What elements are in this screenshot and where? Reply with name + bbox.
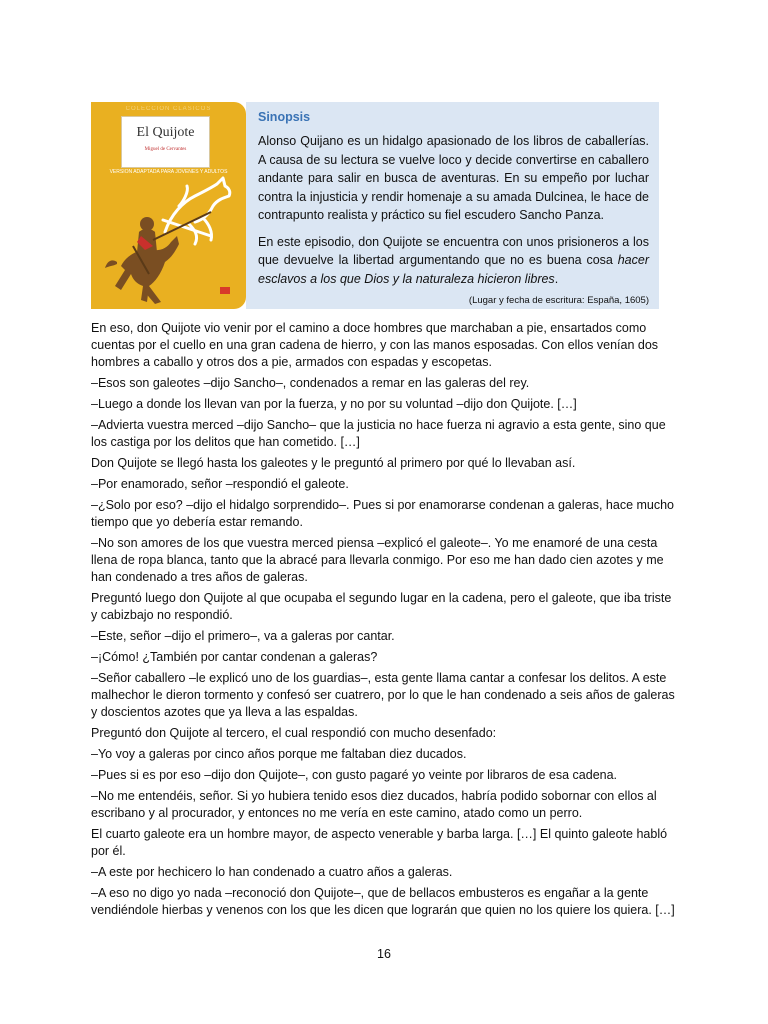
publisher-logo — [220, 287, 230, 294]
paragraph: –¡Cómo! ¿También por cantar condenan a galeras? — [91, 650, 378, 664]
paragraph: –Esos son galeotes –dijo Sancho–, condenados a remar en las galeras del rey. — [91, 376, 530, 390]
paragraph: –Este, señor –dijo el primero–, va a galeras por cantar. — [91, 629, 395, 643]
cover-author: Miguel de Cervantes — [144, 147, 187, 152]
paragraph: –Señor caballero –le explicó uno de los guardias–, esta gente llama cantar a confesar los delitos. A este malhechor le dieron tormento y confesó ser cuatrero, por lo que le han condenado a seis años de galeras y doscientos azotes que ya lleva a las espaldas. — [91, 671, 675, 719]
paragraph: –Advierta vuestra merced –dijo Sancho– que la justicia no hace fuerza ni agravio a esta gente, sino que los castiga por los delitos que han cometido. […] — [91, 418, 666, 449]
paragraph: Preguntó luego don Quijote al que ocupaba el segundo lugar en la cadena, pero el galeote, que iba triste y cabizbajo no respondió. — [91, 591, 672, 622]
paragraph: –No son amores de los que vuestra merced piensa –explicó el galeote–. Yo me enamoré de una cesta llena de ropa blanca, tanto que la abracé para llevarla conmigo. Por eso me han dado cien azotes y me han condenado a tres años de galeras. — [91, 536, 664, 584]
synopsis-header — [91, 102, 659, 309]
paragraph: En eso, don Quijote vio venir por el camino a doce hombres que marchaban a pie, ensartados como cuentas por el cuello en una gran cadena de hierro, y con las manos esposadas. Con ellos venían dos hombres a caballo y otros dos a pie, armados con espadas y escopetas. — [91, 321, 659, 369]
cover-title-card — [121, 116, 210, 168]
paragraph: –Por enamorado, señor –respondió el galeote. — [91, 477, 349, 491]
synopsis-p2-end: . — [554, 271, 559, 286]
paragraph: –Pues si es por eso –dijo don Quijote–, con gusto pagaré yo veinte por libraros de esa cadena. — [91, 768, 618, 782]
paragraph: –A eso no digo yo nada –reconoció don Quijote–, que de bellacos embusteros es engañar a la gente vendiéndole hierbas y venenos con los que les dicen que lograrán que quien no los quiere los quiera. […] — [91, 886, 675, 917]
paragraph: –¿Solo por eso? –dijo el hidalgo sorprendido–. Pues si por enamorarse condenan a galeras, hace mucho tiempo que yo debería estar remando. — [91, 498, 675, 529]
synopsis-paragraph-1: Alonso Quijano es un hidalgo apasionado de los libros de caballerías. A causa de su lectura se vuelve loco y decide convertirse en caballero andante para salir en busca de aventuras. En su empeño por luchar contra la injusticia y rendir homenaje a su amada Dulcinea, le hace de contrapunto realista y práctico su fiel escudero Sancho Panza. — [258, 134, 649, 222]
synopsis-title: Sinopsis — [258, 110, 311, 124]
synopsis-paragraph-2 — [258, 233, 649, 289]
cover-series-label: COLECCIÓN CLÁSICOS — [125, 106, 212, 112]
story-text — [91, 320, 677, 923]
paragraph: El cuarto galeote era un hombre mayor, de aspecto venerable y barba larga. […] El quinto galeote habló por él. — [91, 827, 668, 858]
synopsis-p2-start: En este episodio, don Quijote se encuentra con unos prisioneros a los que devuelve la libertad argumentando que no es buena cosa — [258, 234, 649, 267]
paragraph: Preguntó don Quijote al tercero, el cual respondió con mucho desenfado: — [91, 726, 497, 740]
synopsis-box — [246, 102, 659, 309]
cover-strip-text: VERSIÓN ADAPTADA PARA JÓVENES Y ADULTOS — [109, 169, 228, 175]
book-cover — [91, 102, 246, 309]
page-number: 16 — [377, 947, 391, 961]
paragraph: Don Quijote se llegó hasta los galeotes y le preguntó al primero por qué lo llevaban así. — [91, 456, 576, 470]
paragraph: –No me entendéis, señor. Si yo hubiera tenido esos diez ducados, habría podido sobornar con ellos al escribano y al procurador, y entonces no me vería en este camino, atado como un perro. — [91, 789, 657, 820]
paragraph: –Yo voy a galeras por cinco años porque me faltaban diez ducados. — [91, 747, 467, 761]
synopsis-p2-quote: hacer esclavos a los que Dios y la naturaleza hicieron libres — [258, 253, 649, 286]
paragraph: –Luego a donde los llevan van por la fuerza, y no por su voluntad –dijo don Quijote. […] — [91, 397, 577, 411]
paragraph: –A este por hechicero lo han condenado a cuatro años a galeras. — [91, 865, 453, 879]
cover-title: El Quijote — [136, 125, 195, 140]
writing-date-note: (Lugar y fecha de escritura: España, 1605) — [468, 295, 649, 306]
